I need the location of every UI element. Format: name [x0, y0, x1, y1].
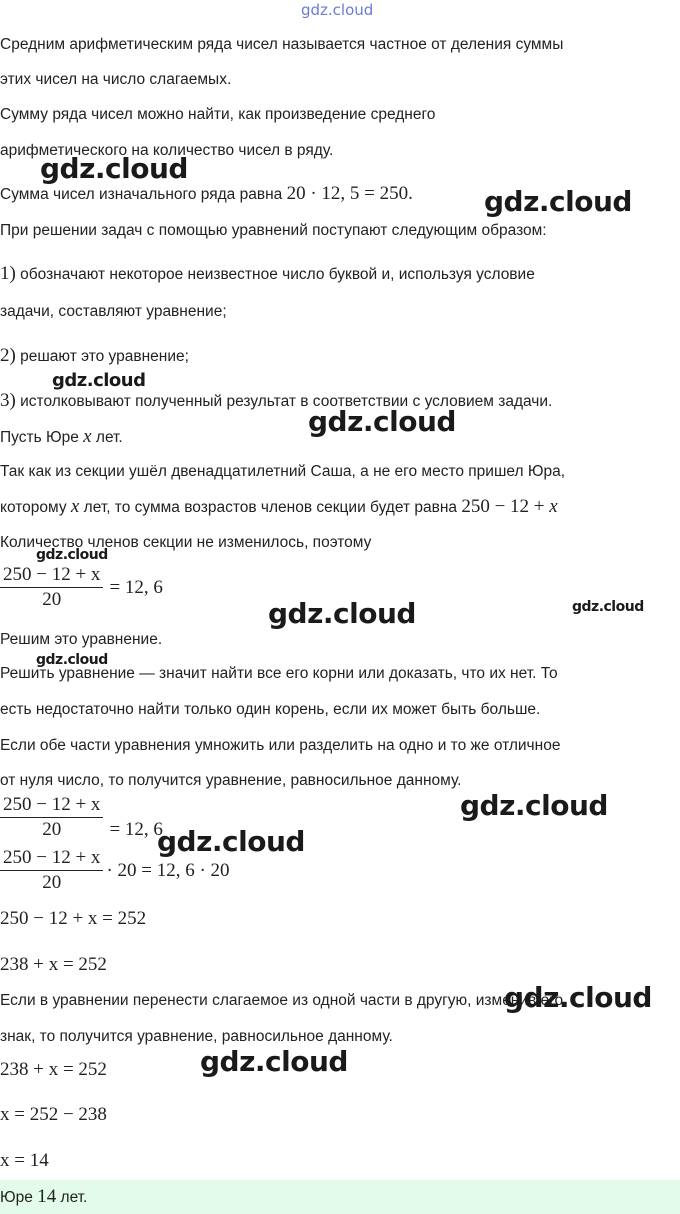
watermark-text: gdz.cloud	[484, 185, 632, 218]
equation-fraction-2	[0, 795, 163, 840]
math-variable: x	[549, 496, 558, 517]
text-line: Решим это уравнение.	[0, 631, 163, 648]
watermark-text: gdz.cloud	[36, 652, 108, 668]
text-line: Средним арифметическим ряда чисел называется частное от деления суммы	[0, 36, 564, 53]
list-item	[0, 346, 189, 367]
equation: 250 − 12 + x = 252	[0, 908, 147, 929]
list-item	[0, 391, 552, 412]
text-line: от нуля число, то получится уравнение, равносильное данному.	[0, 772, 462, 789]
math-variable: x	[70, 496, 80, 517]
equation-rhs: = 12, 6	[109, 576, 163, 598]
fraction-numerator: 250 − 12 + x	[0, 795, 103, 818]
fraction-numerator: 250 − 12 + x	[0, 565, 103, 588]
math-variable: x	[83, 426, 92, 447]
text-line: При решении задач с помощью уравнений поступают следующим образом:	[0, 222, 547, 239]
fraction	[0, 848, 103, 893]
fraction	[0, 795, 103, 840]
fraction-denominator: 20	[42, 819, 62, 840]
list-item	[0, 264, 535, 285]
watermark-text: gdz.cloud	[268, 597, 416, 630]
text-line: есть недостаточно найти только один корень, если их может быть больше.	[0, 701, 541, 718]
text-line: Так как из секции ушёл двенадцатилетний Саша, а не его место пришел Юра,	[0, 463, 566, 480]
text-line	[0, 497, 558, 518]
answer-text	[0, 1187, 87, 1208]
text-segment: обозначают некоторое неизвестное число буквой и, используя условие	[15, 266, 535, 283]
site-label[interactable]: gdz.cloud	[301, 1, 374, 19]
text-line: этих чисел на число слагаемых.	[0, 71, 232, 88]
list-number: 3)	[0, 390, 16, 411]
equation: x = 14	[0, 1150, 49, 1171]
math-inline: 20 · 12, 5 = 250.	[286, 183, 413, 204]
watermark-text: gdz.cloud	[572, 599, 644, 615]
fraction	[0, 565, 103, 610]
text-segment: решают это уравнение;	[15, 348, 189, 365]
text-line: арифметического на количество чисел в ряду.	[0, 142, 334, 159]
fraction-numerator: 250 − 12 + x	[0, 848, 103, 871]
watermark-text: gdz.cloud	[52, 370, 146, 391]
text-segment: лет.	[56, 1189, 88, 1206]
text-line: Сумму ряда чисел можно найти, как произведение среднего	[0, 106, 436, 123]
fraction-denominator: 20	[42, 589, 62, 610]
watermark-text: gdz.cloud	[308, 405, 456, 438]
equation: 238 + x = 252	[0, 954, 107, 975]
answer-value: 14	[37, 1186, 57, 1207]
watermark-text: gdz.cloud	[36, 547, 108, 563]
text-line: задачи, составляют уравнение;	[0, 303, 227, 320]
text-line	[0, 184, 413, 205]
text-line: Если обе части уравнения умножить или разделить на одно и то же отличное	[0, 737, 561, 754]
list-number: 1)	[0, 263, 16, 284]
equation-rhs: = 12, 6	[109, 818, 163, 840]
text-segment: лет, то сумма возрастов членов секции будет равна	[79, 499, 462, 516]
text-segment: истолковывают полученный результат в соответствии с условием задачи.	[15, 393, 553, 410]
watermark-text: gdz.cloud	[40, 152, 188, 185]
text-segment: Сумма чисел изначального ряда равна	[0, 186, 287, 203]
text-segment: лет.	[91, 429, 123, 446]
watermark-text: gdz.cloud	[504, 981, 652, 1014]
text-line: знак, то получится уравнение, равносильное данному.	[0, 1028, 393, 1045]
equation: x = 252 − 238	[0, 1104, 107, 1125]
equation-fraction-1	[0, 565, 163, 610]
text-line: Количество членов секции не изменилось, поэтому	[0, 534, 372, 551]
list-number: 2)	[0, 345, 16, 366]
fraction-denominator: 20	[42, 872, 62, 893]
text-line: Если в уравнении перенести слагаемое из одной части в другую, изменив его	[0, 992, 564, 1009]
math-inline: 250 − 12 +	[461, 496, 550, 517]
text-line	[0, 427, 123, 448]
text-segment: Юре	[0, 1189, 38, 1206]
text-segment: Пусть Юре	[0, 429, 84, 446]
answer-box	[0, 1180, 680, 1214]
watermark-text: gdz.cloud	[157, 825, 305, 858]
equation-rhs: · 20 = 12, 6 · 20	[106, 859, 230, 881]
text-segment: которому	[0, 499, 71, 516]
equation: 238 + x = 252	[0, 1059, 107, 1080]
text-line: Решить уравнение — значит найти все его корни или доказать, что их нет. То	[0, 665, 558, 682]
watermark-text: gdz.cloud	[200, 1045, 348, 1078]
watermark-text: gdz.cloud	[460, 789, 608, 822]
